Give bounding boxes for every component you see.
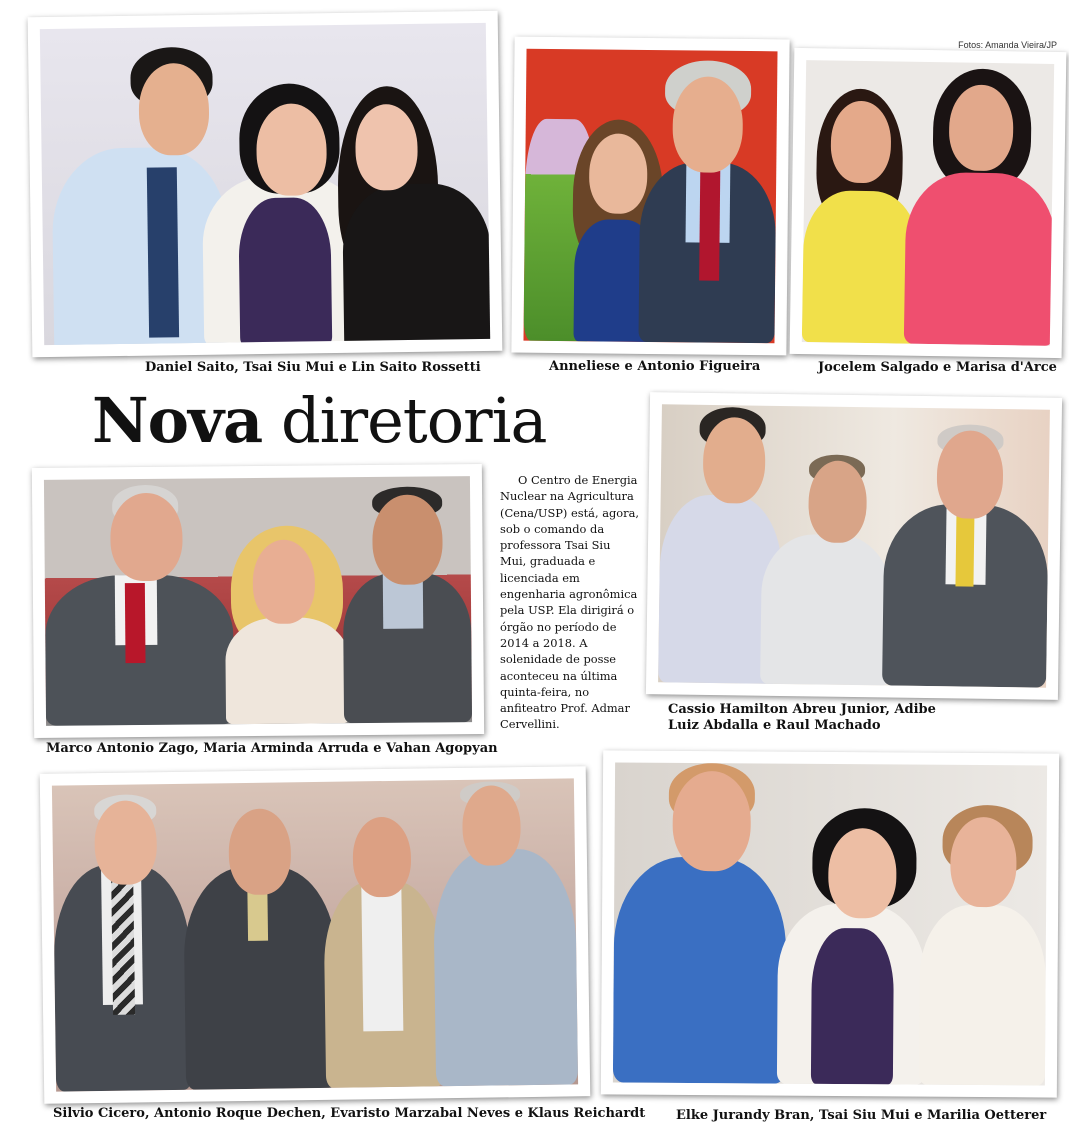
article-text: O Centro de Energia Nuclear na Agricultura (Cena/USP) está, agora, sob o comando da professora Tsai Siu Mui, graduada e licenciada em engenharia agronômica pela USP. Ela dirigirá o órgão no período de 2014 a 2018. A solenidade de posse aconteceu na última quinta-feira, no anfiteatro Prof. Admar Cervellini.: [500, 473, 639, 732]
caption-photo6: Silvio Cicero, Antonio Roque Dechen, Evaristo Marzabal Neves e Klaus Reichardt: [53, 1106, 646, 1121]
headline-bold: Nova: [92, 384, 263, 457]
headline: [92, 383, 546, 459]
photo-zago-arruda-agopyan: [32, 464, 484, 738]
photo-elke-tsai-marilia: [601, 750, 1059, 1097]
photo-cassio-adibe-raul: [646, 392, 1062, 700]
caption-photo2: Anneliese e Antonio Figueira: [549, 359, 761, 374]
caption-photo1: Daniel Saito, Tsai Siu Mui e Lin Saito Rossetti: [145, 360, 481, 375]
photo-silvio-antonio-evaristo-klaus: [40, 766, 591, 1104]
photo-jocelem-marisa: [790, 48, 1067, 358]
photo-credit: Fotos: Amanda Vieira/JP: [958, 40, 1057, 50]
photo-anneliese-antonio: [511, 37, 789, 356]
photo-daniel-tsai-lin: [28, 11, 503, 358]
caption-photo3: Jocelem Salgado e Marisa d'Arce: [818, 360, 1057, 375]
caption-photo4: Marco Antonio Zago, Maria Arminda Arruda e Vahan Agopyan: [46, 741, 498, 756]
headline-regular: diretoria: [280, 384, 547, 457]
caption-photo7: Elke Jurandy Bran, Tsai Siu Mui e Marilia Oetterer: [676, 1108, 1047, 1123]
caption-photo5: Cassio Hamilton Abreu Junior, Adibe Luiz Abdalla e Raul Machado: [668, 702, 936, 733]
